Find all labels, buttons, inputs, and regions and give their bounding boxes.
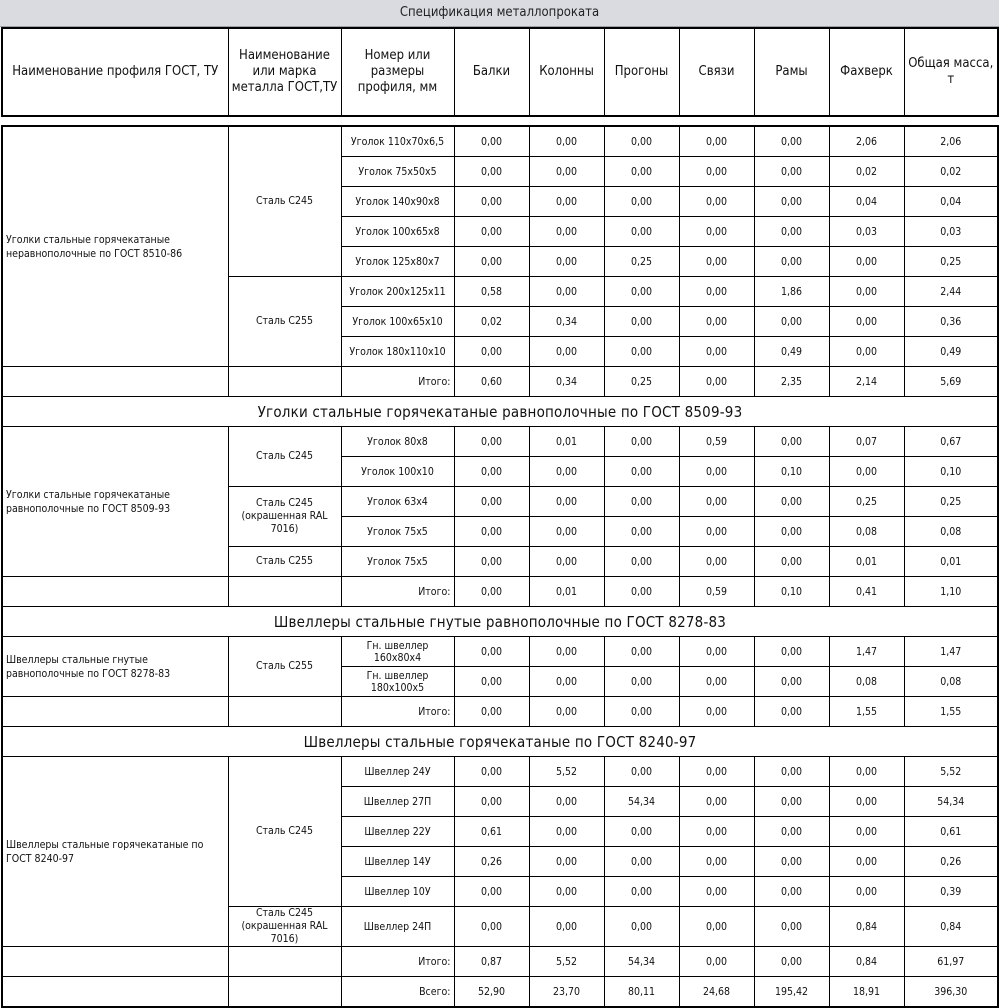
value-cell: 0,00	[529, 457, 604, 487]
value-cell: 0,00	[754, 817, 829, 847]
header-braces: Связи	[679, 28, 754, 116]
value-cell: 0,36	[904, 307, 998, 337]
value-cell: 0,00	[454, 487, 529, 517]
total-value-cell: 0,60	[454, 367, 529, 397]
total-row	[2, 947, 998, 977]
total-value-cell: 0,00	[754, 947, 829, 977]
steel-grade-cell: Сталь С255	[228, 637, 341, 697]
value-cell: 0,00	[529, 787, 604, 817]
total-value-cell: 54,34	[604, 947, 679, 977]
grand-total-value-cell: 18,91	[829, 977, 904, 1008]
value-cell: 2,44	[904, 277, 998, 307]
header-table	[1, 27, 999, 117]
total-value-cell: 0,00	[604, 697, 679, 727]
value-cell: 0,00	[754, 487, 829, 517]
table-row	[2, 757, 998, 787]
value-cell: 0,00	[604, 337, 679, 367]
value-cell: 0,00	[529, 277, 604, 307]
profile-size-cell: Швеллер 27П	[341, 787, 454, 817]
total-value-cell: 1,55	[904, 697, 998, 727]
header-frames: Рамы	[754, 28, 829, 116]
header-total-mass: Общая масса, т	[904, 28, 998, 116]
value-cell: 0,00	[604, 277, 679, 307]
value-cell: 0,00	[529, 907, 604, 947]
profile-size-cell: Швеллер 24У	[341, 757, 454, 787]
empty-cell	[2, 367, 228, 397]
value-cell: 0,00	[454, 907, 529, 947]
value-cell: 0,25	[829, 487, 904, 517]
value-cell: 0,26	[904, 847, 998, 877]
empty-cell	[2, 947, 228, 977]
profile-size-cell: Уголок 100x65x8	[341, 217, 454, 247]
total-value-cell: 61,97	[904, 947, 998, 977]
value-cell: 0,00	[604, 427, 679, 457]
value-cell: 0,04	[904, 187, 998, 217]
value-cell: 0,00	[754, 247, 829, 277]
value-cell: 0,00	[604, 847, 679, 877]
total-value-cell: 5,52	[529, 947, 604, 977]
total-label: Итого:	[341, 367, 454, 397]
value-cell: 0,00	[454, 637, 529, 667]
value-cell: 0,00	[754, 637, 829, 667]
value-cell: 1,47	[904, 637, 998, 667]
value-cell: 0,00	[529, 247, 604, 277]
empty-cell	[228, 367, 341, 397]
grand-total-value-cell: 396,30	[904, 977, 998, 1008]
value-cell: 0,25	[904, 247, 998, 277]
value-cell: 0,00	[679, 667, 754, 697]
value-cell: 0,61	[454, 817, 529, 847]
value-cell: 54,34	[604, 787, 679, 817]
value-cell: 0,00	[754, 307, 829, 337]
value-cell: 0,00	[679, 547, 754, 577]
value-cell: 0,00	[604, 217, 679, 247]
value-cell: 0,00	[454, 667, 529, 697]
profile-size-cell: Уголок 140x90x8	[341, 187, 454, 217]
value-cell: 0,49	[904, 337, 998, 367]
title-bar	[0, 0, 999, 27]
empty-cell	[228, 977, 341, 1008]
value-cell: 0,00	[604, 126, 679, 157]
value-cell: 0,39	[904, 877, 998, 907]
value-cell: 0,00	[829, 307, 904, 337]
value-cell: 0,10	[904, 457, 998, 487]
empty-cell	[228, 577, 341, 607]
section-row	[2, 397, 998, 427]
empty-cell	[2, 697, 228, 727]
value-cell: 0,02	[904, 157, 998, 187]
profile-size-cell: Швеллер 22У	[341, 817, 454, 847]
profile-size-cell: Швеллер 10У	[341, 877, 454, 907]
value-cell: 0,00	[454, 247, 529, 277]
empty-cell	[2, 577, 228, 607]
value-cell: 0,00	[754, 126, 829, 157]
header-profile-size: Номер или размеры профиля, мм	[341, 28, 454, 116]
total-value-cell: 5,69	[904, 367, 998, 397]
value-cell: 0,00	[829, 247, 904, 277]
total-row	[2, 577, 998, 607]
value-cell: 0,00	[454, 126, 529, 157]
total-value-cell: 0,84	[829, 947, 904, 977]
value-cell: 0,02	[454, 307, 529, 337]
profile-size-cell: Уголок 80x8	[341, 427, 454, 457]
value-cell: 0,00	[679, 487, 754, 517]
value-cell: 0,00	[679, 817, 754, 847]
grand-total-value-cell: 24,68	[679, 977, 754, 1008]
table-row	[2, 126, 998, 157]
value-cell: 0,00	[754, 217, 829, 247]
total-value-cell: 0,00	[454, 577, 529, 607]
value-cell: 0,00	[604, 877, 679, 907]
total-value-cell: 0,00	[679, 367, 754, 397]
total-value-cell: 0,59	[679, 577, 754, 607]
total-value-cell: 0,34	[529, 367, 604, 397]
profile-size-cell: Уголок 200x125x11	[341, 277, 454, 307]
total-value-cell: 1,10	[904, 577, 998, 607]
value-cell: 0,00	[754, 877, 829, 907]
value-cell: 0,00	[754, 667, 829, 697]
profile-name-cell: Уголки стальные горячекатаные неравнополочные по ГОСТ 8510-86	[2, 126, 228, 367]
value-cell: 0,00	[454, 187, 529, 217]
value-cell: 0,00	[829, 277, 904, 307]
profile-size-cell: Уголок 125x80x7	[341, 247, 454, 277]
value-cell: 0,00	[454, 757, 529, 787]
value-cell: 0,00	[604, 307, 679, 337]
total-value-cell: 2,14	[829, 367, 904, 397]
value-cell: 5,52	[529, 757, 604, 787]
value-cell: 0,00	[829, 457, 904, 487]
value-cell: 0,01	[829, 547, 904, 577]
value-cell: 0,00	[454, 427, 529, 457]
value-cell: 0,00	[754, 787, 829, 817]
total-row	[2, 697, 998, 727]
value-cell: 0,25	[904, 487, 998, 517]
value-cell: 0,00	[529, 217, 604, 247]
empty-cell	[228, 697, 341, 727]
profile-size-cell: Уголок 75x50x5	[341, 157, 454, 187]
profile-size-cell: Уголок 100x10	[341, 457, 454, 487]
table-row	[2, 637, 998, 667]
value-cell: 0,25	[604, 247, 679, 277]
profile-name-cell: Уголки стальные горячекатаные равнополочные по ГОСТ 8509-93	[2, 427, 228, 577]
value-cell: 0,61	[904, 817, 998, 847]
profile-size-cell: Гн. швеллер 180x100x5	[341, 667, 454, 697]
value-cell: 0,00	[679, 637, 754, 667]
grand-total-label: Всего:	[341, 977, 454, 1008]
section-title: Швеллеры стальные горячекатаные по ГОСТ 8240-97	[2, 727, 998, 757]
value-cell: 0,00	[679, 847, 754, 877]
spec-table	[1, 125, 999, 1008]
grand-total-value-cell: 80,11	[604, 977, 679, 1008]
total-value-cell: 2,35	[754, 367, 829, 397]
total-value-cell: 0,00	[604, 577, 679, 607]
value-cell: 0,00	[529, 487, 604, 517]
value-cell: 0,08	[904, 517, 998, 547]
value-cell: 0,03	[904, 217, 998, 247]
value-cell: 0,00	[604, 157, 679, 187]
value-cell: 0,00	[679, 877, 754, 907]
value-cell: 0,00	[529, 637, 604, 667]
value-cell: 0,00	[454, 787, 529, 817]
value-cell: 0,00	[604, 817, 679, 847]
value-cell: 1,47	[829, 637, 904, 667]
value-cell: 0,00	[679, 187, 754, 217]
value-cell: 0,00	[604, 457, 679, 487]
value-cell: 0,00	[754, 157, 829, 187]
value-cell: 0,00	[679, 457, 754, 487]
value-cell: 0,00	[454, 457, 529, 487]
section-title: Уголки стальные горячекатаные равнополочные по ГОСТ 8509-93	[2, 397, 998, 427]
value-cell: 0,08	[904, 667, 998, 697]
section-title: Швеллеры стальные гнутые равнополочные по ГОСТ 8278-83	[2, 607, 998, 637]
value-cell: 0,00	[454, 877, 529, 907]
profile-size-cell: Уголок 180x110x10	[341, 337, 454, 367]
total-label: Итого:	[341, 697, 454, 727]
value-cell: 0,00	[679, 157, 754, 187]
total-value-cell: 0,10	[754, 577, 829, 607]
grand-total-value-cell: 23,70	[529, 977, 604, 1008]
value-cell: 0,04	[829, 187, 904, 217]
value-cell: 0,00	[829, 817, 904, 847]
value-cell: 0,00	[604, 487, 679, 517]
value-cell: 0,00	[679, 517, 754, 547]
value-cell: 1,86	[754, 277, 829, 307]
value-cell: 0,00	[529, 547, 604, 577]
header-beams: Балки	[454, 28, 529, 116]
value-cell: 0,00	[604, 517, 679, 547]
profile-size-cell: Уголок 110x70x6,5	[341, 126, 454, 157]
total-value-cell: 0,00	[679, 697, 754, 727]
value-cell: 0,00	[529, 187, 604, 217]
profile-size-cell: Уголок 75x5	[341, 547, 454, 577]
value-cell: 0,00	[529, 817, 604, 847]
total-value-cell: 0,25	[604, 367, 679, 397]
header-steel-grade: Наименование или марка металла ГОСТ,ТУ	[228, 28, 341, 116]
header-half-timbering: Фахверк	[829, 28, 904, 116]
value-cell: 0,00	[604, 907, 679, 947]
grand-total-value-cell: 195,42	[754, 977, 829, 1008]
total-value-cell: 0,41	[829, 577, 904, 607]
header-profile-name: Наименование профиля ГОСТ, ТУ	[2, 28, 228, 116]
value-cell: 0,00	[679, 277, 754, 307]
value-cell: 2,06	[904, 126, 998, 157]
value-cell: 0,00	[679, 247, 754, 277]
value-cell: 0,00	[754, 907, 829, 947]
value-cell: 0,01	[904, 547, 998, 577]
total-value-cell: 0,00	[529, 697, 604, 727]
value-cell: 0,00	[754, 517, 829, 547]
value-cell: 0,01	[529, 427, 604, 457]
total-value-cell: 0,01	[529, 577, 604, 607]
value-cell: 0,00	[679, 217, 754, 247]
value-cell: 0,00	[529, 337, 604, 367]
value-cell: 0,00	[754, 187, 829, 217]
value-cell: 0,08	[829, 517, 904, 547]
value-cell: 2,06	[829, 126, 904, 157]
total-label: Итого:	[341, 947, 454, 977]
steel-grade-cell: Сталь С245 (окрашенная RAL 7016)	[228, 907, 341, 947]
value-cell: 0,59	[679, 427, 754, 457]
total-row	[2, 367, 998, 397]
total-value-cell: 0,00	[679, 947, 754, 977]
steel-grade-cell: Сталь С255	[228, 547, 341, 577]
profile-size-cell: Гн. швеллер 160x80x4	[341, 637, 454, 667]
value-cell: 0,02	[829, 157, 904, 187]
value-cell: 0,00	[529, 847, 604, 877]
steel-grade-cell: Сталь С245	[228, 427, 341, 487]
value-cell: 0,00	[829, 337, 904, 367]
profile-size-cell: Швеллер 14У	[341, 847, 454, 877]
value-cell: 5,52	[904, 757, 998, 787]
steel-grade-cell: Сталь С245 (окрашенная RAL 7016)	[228, 487, 341, 547]
value-cell: 0,67	[904, 427, 998, 457]
value-cell: 0,84	[904, 907, 998, 947]
steel-grade-cell: Сталь С245	[228, 757, 341, 907]
value-cell: 0,00	[829, 847, 904, 877]
empty-cell	[228, 947, 341, 977]
value-cell: 0,26	[454, 847, 529, 877]
value-cell: 0,58	[454, 277, 529, 307]
value-cell: 0,00	[454, 157, 529, 187]
value-cell: 0,00	[604, 667, 679, 697]
profile-name-cell: Швеллеры стальные горячекатаные по ГОСТ 8240-97	[2, 757, 228, 947]
value-cell: 0,00	[454, 217, 529, 247]
steel-grade-cell: Сталь С255	[228, 277, 341, 367]
value-cell: 0,00	[529, 877, 604, 907]
value-cell: 0,00	[529, 517, 604, 547]
section-row	[2, 607, 998, 637]
value-cell: 54,34	[904, 787, 998, 817]
total-value-cell: 1,55	[829, 697, 904, 727]
total-label: Итого:	[341, 577, 454, 607]
value-cell: 0,00	[679, 907, 754, 947]
value-cell: 0,34	[529, 307, 604, 337]
value-cell: 0,00	[754, 757, 829, 787]
steel-grade-cell: Сталь С245	[228, 126, 341, 277]
profile-size-cell: Уголок 100x65x10	[341, 307, 454, 337]
value-cell: 0,08	[829, 667, 904, 697]
value-cell: 0,84	[829, 907, 904, 947]
total-value-cell: 0,87	[454, 947, 529, 977]
value-cell: 0,00	[604, 757, 679, 787]
profile-size-cell: Уголок 63x4	[341, 487, 454, 517]
value-cell: 0,00	[679, 787, 754, 817]
header-columns: Колонны	[529, 28, 604, 116]
value-cell: 0,00	[754, 847, 829, 877]
value-cell: 0,00	[604, 637, 679, 667]
profile-size-cell: Швеллер 24П	[341, 907, 454, 947]
spec-title: Спецификация металлопроката	[399, 5, 600, 20]
empty-cell	[2, 977, 228, 1008]
value-cell: 0,00	[604, 547, 679, 577]
value-cell: 0,00	[529, 157, 604, 187]
value-cell: 0,00	[679, 126, 754, 157]
profile-name-cell: Швеллеры стальные гнутые равнополочные по ГОСТ 8278-83	[2, 637, 228, 697]
value-cell: 0,00	[754, 427, 829, 457]
value-cell: 0,00	[529, 667, 604, 697]
value-cell: 0,00	[679, 307, 754, 337]
value-cell: 0,00	[604, 187, 679, 217]
value-cell: 0,00	[454, 547, 529, 577]
value-cell: 0,00	[454, 517, 529, 547]
table-row	[2, 427, 998, 457]
value-cell: 0,00	[829, 877, 904, 907]
value-cell: 0,49	[754, 337, 829, 367]
value-cell: 0,00	[529, 126, 604, 157]
value-cell: 0,10	[754, 457, 829, 487]
value-cell: 0,00	[679, 337, 754, 367]
grand-total-value-cell: 52,90	[454, 977, 529, 1008]
value-cell: 0,00	[454, 337, 529, 367]
value-cell: 0,03	[829, 217, 904, 247]
total-value-cell: 0,00	[454, 697, 529, 727]
grand-total-row	[2, 977, 998, 1008]
header-purlins: Прогоны	[604, 28, 679, 116]
profile-size-cell: Уголок 75x5	[341, 517, 454, 547]
total-value-cell: 0,00	[754, 697, 829, 727]
value-cell: 0,00	[829, 757, 904, 787]
value-cell: 0,00	[829, 787, 904, 817]
value-cell: 0,00	[754, 547, 829, 577]
value-cell: 0,07	[829, 427, 904, 457]
section-row	[2, 727, 998, 757]
value-cell: 0,00	[679, 757, 754, 787]
